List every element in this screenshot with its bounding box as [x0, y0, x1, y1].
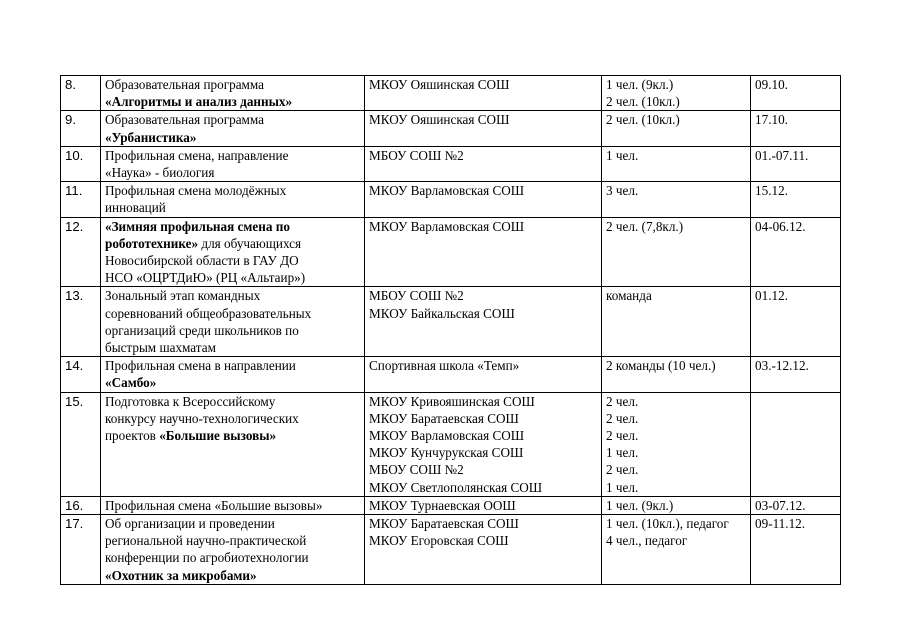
organization-name: МКОУ Кривояшинская СОШ [369, 393, 535, 409]
event-title-text: «Самбо» [105, 375, 157, 391]
event-title-line [105, 252, 360, 269]
event-date [751, 392, 841, 496]
event-date: 03.-12.12. [751, 357, 841, 392]
organization-cell [365, 111, 602, 146]
event-title-line [105, 567, 360, 584]
event-date: 03-07.12. [751, 496, 841, 514]
participants-cell [602, 357, 751, 392]
participant-count: 2 чел. [606, 410, 639, 426]
organization-name: МКОУ Егоровская СОШ [369, 533, 509, 549]
organization-name: МКОУ Варламовская СОШ [369, 183, 525, 199]
event-title-text: Подготовка к Всероссийскому [105, 393, 276, 409]
event-title-line [105, 164, 360, 181]
event-title-text: «Охотник за микробами» [105, 567, 257, 583]
event-title-text: «Зимняя профильная смена по [105, 218, 290, 234]
participant-count: 1 чел. [606, 147, 639, 163]
organization-cell [365, 217, 602, 287]
table-row [61, 496, 841, 514]
participant-count: 2 чел. (10кл.) [606, 112, 680, 128]
event-title-text: Профильная смена, направление [105, 147, 289, 163]
event-title-line [105, 129, 360, 146]
table-row [61, 287, 841, 357]
organization-name: МКОУ Ояшинская СОШ [369, 77, 510, 92]
participants-cell [602, 182, 751, 217]
event-title-text: региональной научно-практической [105, 533, 307, 549]
organization-name: МКОУ Баратаевская СОШ [369, 410, 519, 426]
table-row [61, 357, 841, 392]
event-title-line [105, 427, 360, 444]
organization-name: МБОУ СОШ №2 [369, 462, 464, 478]
organization-cell [365, 515, 602, 585]
row-number: 17. [61, 515, 101, 585]
participant-count: 2 чел. (10кл.) [606, 94, 680, 110]
organization-name: МКОУ Варламовская СОШ [369, 428, 525, 444]
participant-count: 1 чел. [606, 445, 639, 461]
event-title-text: Профильная смена молодёжных [105, 183, 287, 199]
organization-name: МКОУ Варламовская СОШ [369, 218, 525, 234]
organization-name: МКОУ Ояшинская СОШ [369, 112, 510, 128]
participants-cell [602, 496, 751, 514]
event-title-text: Профильная смена в направлении [105, 358, 296, 374]
row-number: 14. [61, 357, 101, 392]
events-table [60, 75, 841, 585]
event-title-cell [101, 217, 365, 287]
event-title-cell [101, 76, 365, 111]
row-number: 11. [61, 182, 101, 217]
table-row [61, 392, 841, 496]
event-title-text: «Алгоритмы и анализ данных» [105, 94, 293, 110]
participants-cell [602, 76, 751, 111]
event-title-line [105, 410, 360, 427]
event-title-text: инноваций [105, 200, 166, 216]
event-date: 15.12. [751, 182, 841, 217]
organization-name: МКОУ Кунчурукская СОШ [369, 445, 524, 461]
event-title-text: «Урбанистика» [105, 129, 197, 145]
event-title-text: соревнований общеобразовательных [105, 305, 312, 321]
participant-count: 1 чел. (9кл.) [606, 77, 674, 92]
event-title-text: НСО «ОЦРТДиЮ» (РЦ «Альтаир») [105, 270, 306, 286]
event-title-cell [101, 287, 365, 357]
event-title-line [105, 182, 360, 199]
row-number: 15. [61, 392, 101, 496]
participant-count: 1 чел. [606, 479, 639, 495]
event-date: 09.10. [751, 76, 841, 111]
event-title-line [105, 305, 360, 322]
organization-cell [365, 146, 602, 181]
table-row [61, 146, 841, 181]
event-title-line [105, 76, 360, 93]
event-title-line [105, 218, 360, 235]
event-title-line [105, 287, 360, 304]
event-title-line [105, 339, 360, 356]
event-title-line [105, 497, 360, 514]
event-title-text: Об организации и проведении [105, 516, 275, 532]
organization-name: МКОУ Байкальская СОШ [369, 305, 515, 321]
event-title-text: конференции по агробиотехнологии [105, 550, 309, 566]
event-date: 09-11.12. [751, 515, 841, 585]
event-title-line [105, 147, 360, 164]
event-title-line [105, 111, 360, 128]
participants-cell [602, 111, 751, 146]
events-table-body [61, 76, 841, 585]
event-date: 04-06.12. [751, 217, 841, 287]
event-title-cell [101, 182, 365, 217]
organization-cell [365, 287, 602, 357]
event-title-line [105, 322, 360, 339]
organization-name: МКОУ Баратаевская СОШ [369, 516, 519, 532]
participant-count: 1 чел. (9кл.) [606, 497, 674, 513]
event-title-cell [101, 515, 365, 585]
event-title-text: Профильная смена «Большие вызовы» [105, 497, 323, 513]
participant-count: 1 чел. (10кл.), педагог [606, 516, 729, 532]
table-row [61, 217, 841, 287]
event-title-line [105, 199, 360, 216]
participants-cell [602, 217, 751, 287]
participants-cell [602, 392, 751, 496]
event-title-text: Зональный этап командных [105, 288, 261, 304]
table-row [61, 182, 841, 217]
event-date: 17.10. [751, 111, 841, 146]
row-number: 12. [61, 217, 101, 287]
participant-count: 2 чел. [606, 462, 639, 478]
row-number: 10. [61, 146, 101, 181]
participant-count: 2 чел. [606, 428, 639, 444]
row-number: 9. [61, 111, 101, 146]
row-number: 8. [61, 76, 101, 111]
table-row [61, 76, 841, 111]
organization-name: МКОУ Светлополянская СОШ [369, 479, 543, 495]
event-title-text: «Наука» - биология [105, 165, 215, 181]
event-title-cell [101, 111, 365, 146]
organization-name: МБОУ СОШ №2 [369, 147, 464, 163]
organization-cell [365, 392, 602, 496]
event-title-line [105, 93, 360, 110]
organization-cell [365, 76, 602, 111]
organization-name: МКОУ Турнаевская ООШ [369, 497, 516, 513]
event-date: 01.-07.11. [751, 146, 841, 181]
participant-count: 2 чел. (7,8кл.) [606, 218, 684, 234]
row-number: 13. [61, 287, 101, 357]
event-title-line [105, 269, 360, 286]
organization-name: МБОУ СОШ №2 [369, 288, 464, 304]
event-title-cell [101, 357, 365, 392]
participant-count: 2 чел. [606, 393, 639, 409]
participant-count: 3 чел. [606, 183, 639, 199]
event-title-text: конкурсу научно-технологических [105, 410, 299, 426]
event-title-line [105, 235, 360, 252]
event-title-text: для обучающихся [198, 235, 302, 251]
event-title-text: организаций среди школьников по [105, 322, 299, 338]
participant-count: команда [606, 288, 652, 304]
event-title-line [105, 393, 360, 410]
event-title-text: проектов [105, 428, 160, 444]
event-title-cell [101, 392, 365, 496]
event-date: 01.12. [751, 287, 841, 357]
participants-cell [602, 287, 751, 357]
row-number: 16. [61, 496, 101, 514]
table-row [61, 111, 841, 146]
participant-count: 2 команды (10 чел.) [606, 358, 716, 374]
event-title-text: Образовательная программа [105, 112, 265, 128]
event-title-text: Новосибирской области в ГАУ ДО [105, 253, 299, 269]
table-row [61, 515, 841, 585]
event-title-cell [101, 146, 365, 181]
event-title-cell [101, 496, 365, 514]
participants-cell [602, 515, 751, 585]
event-title-text: Образовательная программа [105, 77, 265, 92]
organization-cell [365, 182, 602, 217]
organization-cell [365, 357, 602, 392]
event-title-line [105, 549, 360, 566]
participant-count: 4 чел., педагог [606, 533, 688, 549]
participants-cell [602, 146, 751, 181]
event-title-line [105, 374, 360, 391]
event-title-line [105, 515, 360, 532]
event-title-line [105, 357, 360, 374]
event-title-text: быстрым шахматам [105, 340, 216, 356]
organization-name: Спортивная школа «Темп» [369, 358, 520, 374]
event-title-text: робототехнике» [105, 235, 199, 251]
organization-cell [365, 496, 602, 514]
event-title-text: «Большие вызовы» [159, 428, 277, 444]
event-title-line [105, 532, 360, 549]
